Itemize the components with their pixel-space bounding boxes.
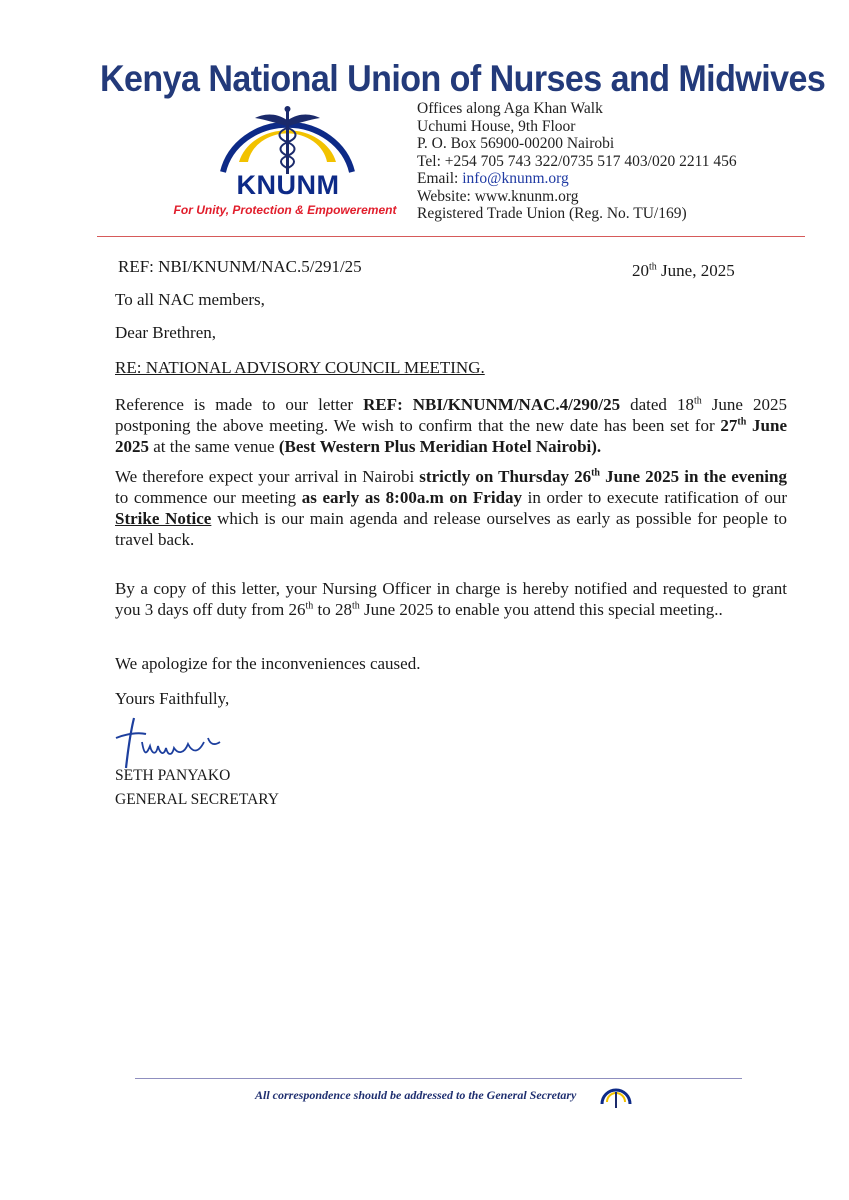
header-divider [97,236,805,237]
signatory-name: SETH PANYAKO [115,767,231,784]
letter-date: 20th June, 2025 [632,261,735,280]
address-line: Uchumi House, 9th Floor [417,117,576,135]
logo-wordmark: KNUNM [236,170,340,200]
footer-note: All correspondence should be addressed to the General Secretary [255,1088,577,1102]
addressee: To all NAC members, [115,290,265,309]
signatory-title: GENERAL SECRETARY [115,791,279,808]
email-label: Email: [417,170,463,187]
phone-line: Tel: +254 705 743 322/0735 517 403/020 2211 456 [417,152,737,170]
website-line: Website: www.knunm.org [417,187,579,205]
caduceus-logo-icon [215,102,360,174]
paragraph-4: We apologize for the inconveniences caused. [115,654,421,673]
email-line [417,170,737,188]
address-line: P. O. Box 56900-00200 Nairobi [417,135,615,152]
address-line: Offices along Aga Khan Walk [417,100,603,117]
registration-line: Registered Trade Union (Reg. No. TU/169) [417,205,687,222]
paragraph-1: Reference is made to our letter REF: NBI/KNUNM/NAC.4/290/25 dated 18th June 2025 postponing the above meeting. We wish to confirm that the new date has been set for 27th June 2025 at the same venue (Best Western Plus Meridian Hotel Nairobi). [115,395,787,456]
tagline: For Unity, Protection & Empowerement [173,203,397,217]
organization-name: Kenya National Union of Nurses and Midwives [100,58,826,99]
signature-icon [112,714,232,770]
contact-block [417,100,737,223]
closing: Yours Faithfully, [115,689,230,708]
email-link[interactable]: info@knunm.org [462,170,569,187]
footer-logo-icon [598,1084,634,1110]
greeting: Dear Brethren, [115,323,217,342]
paragraph-3: By a copy of this letter, your Nursing Officer in charge is hereby notified and requested to grant you 3 days off duty from 26th to 28th June 2025 to enable you attend this special meeting.. [115,579,787,619]
subject-line: RE: NATIONAL ADVISORY COUNCIL MEETING. [115,358,485,377]
knunm-logo [160,102,410,220]
paragraph-2: We therefore expect your arrival in Nairobi strictly on Thursday 26th June 2025 in the evening to commence our meeting as early as 8:00a.m on Friday in order to execute ratification of our Strike Notice which is our main agenda and release ourselves as early as possible for people to travel back. [115,467,787,549]
footer-divider [135,1078,742,1079]
reference-number: REF: NBI/KNUNM/NAC.5/291/25 [118,257,362,276]
